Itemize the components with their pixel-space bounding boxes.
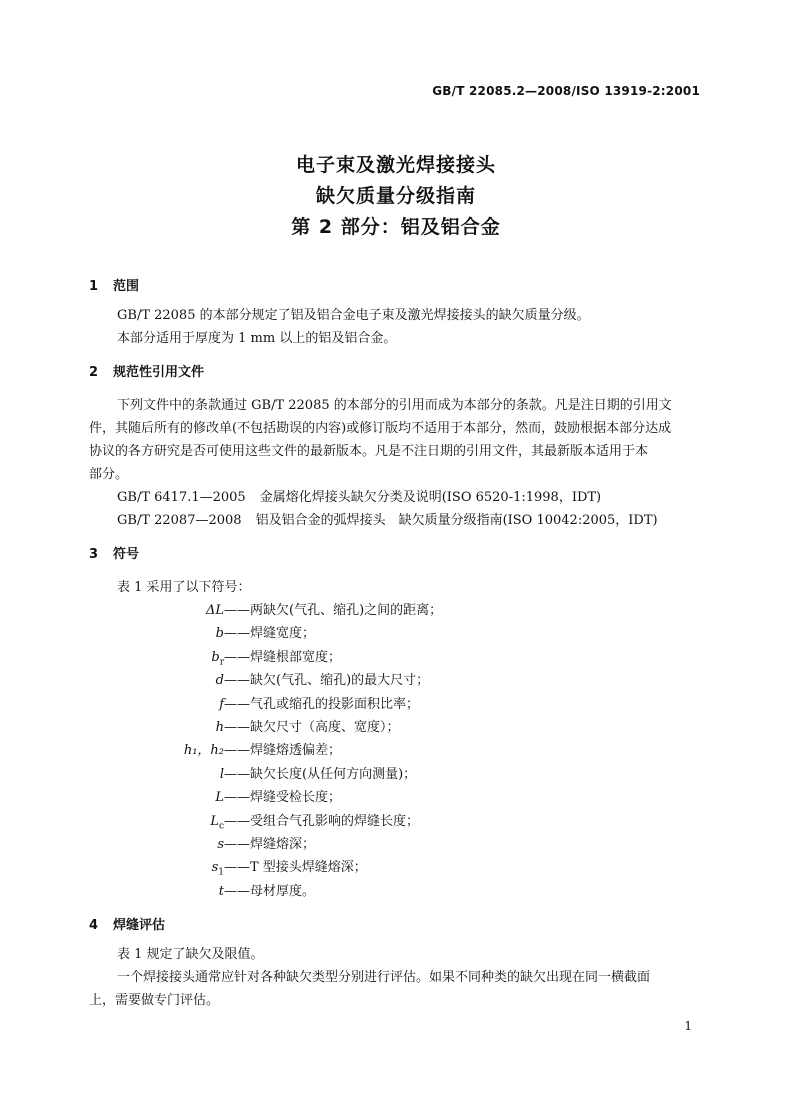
symbol-list	[89, 599, 703, 903]
symbol: h₁，h₂	[183, 743, 224, 759]
symbol-description: ——缺欠(气孔、缩孔)的最大尺寸；	[224, 673, 430, 689]
section-heading	[89, 276, 703, 298]
symbol: b	[215, 626, 224, 642]
symbol: l	[219, 766, 224, 782]
symbol-description: ——焊缝熔深；	[224, 836, 316, 852]
title-line-2: 缺欠质量分级指南	[315, 185, 476, 207]
section-title: 范围	[113, 279, 140, 294]
paragraph-line: 一个焊接接头通常应针对各种缺欠类型分别进行评估。如果不同种类的缺欠出现在同一横截面	[117, 970, 651, 986]
section-weld-evaluation	[89, 915, 703, 1012]
symbol: $b_r$	[211, 649, 224, 668]
symbol-row	[89, 880, 703, 903]
symbol-description: ——焊缝熔透偏差；	[224, 743, 342, 759]
symbol: d	[215, 673, 224, 689]
paragraph-line: 部分。	[89, 467, 129, 482]
reference-item	[89, 486, 703, 509]
page-number: 1	[684, 1019, 692, 1033]
paragraph-line: 下列文件中的条款通过 GB/T 22085 的本部分的引用而成为本部分的条款。凡是注日期的引用文	[117, 398, 672, 413]
symbol-row	[89, 739, 703, 762]
section-number: 3	[89, 547, 99, 562]
section-heading	[89, 362, 703, 384]
symbol-row	[89, 622, 703, 645]
symbol-description: ——焊缝宽度；	[224, 626, 316, 642]
symbol: t	[218, 883, 224, 899]
symbol-row	[89, 763, 703, 786]
paragraph: 本部分适用于厚度为 1 mm 以上的铝及铝合金。	[117, 331, 397, 346]
symbol-row	[89, 810, 703, 833]
document-title	[0, 150, 792, 243]
paragraph-line: 上，需要做专门评估。	[89, 993, 220, 1009]
reference-title: 金属熔化焊接头缺欠分类及说明(ISO 6520-1:1998，IDT)	[259, 490, 602, 505]
symbol-row	[89, 856, 703, 879]
symbol-row	[89, 833, 703, 856]
symbol-row	[89, 646, 703, 669]
symbol: $s_1$	[211, 860, 224, 878]
section-title: 规范性引用文件	[113, 365, 205, 380]
symbols-intro: 表 1 采用了以下符号：	[117, 580, 251, 595]
section-scope	[89, 276, 703, 350]
symbol-description: ——T 型接头焊缝熔深；	[224, 860, 367, 876]
reference-title: 铝及铝合金的弧焊接头 缺欠质量分级指南(ISO 10042:2005，IDT)	[255, 513, 658, 528]
paragraph: GB/T 22085 的本部分规定了铝及铝合金电子束及激光焊接接头的缺欠质量分级。	[117, 308, 590, 323]
section-title: 焊缝评估	[113, 918, 166, 934]
reference-code: GB/T 6417.1—2005	[117, 490, 246, 505]
symbol-row	[89, 693, 703, 716]
section-symbols	[89, 544, 703, 903]
document-body	[89, 276, 703, 1012]
symbol-subscript: c	[218, 821, 224, 832]
symbol-row	[89, 669, 703, 692]
title-line-1: 电子束及激光焊接接头	[295, 154, 496, 176]
symbol: $L_c$	[210, 813, 224, 832]
symbol: h	[215, 719, 224, 735]
standard-number: GB/T 22085.2—2008/ISO 13919-2:2001	[432, 84, 700, 98]
section-heading	[89, 915, 703, 937]
symbol-description: ——母材厚度。	[224, 883, 316, 899]
section-number: 1	[89, 279, 99, 294]
paragraph-line: 件，其随后所有的修改单(不包括勘误的内容)或修订版均不适用于本部分，然而，鼓励根据本部分达成	[89, 421, 672, 436]
symbol-subscript: 1	[218, 867, 224, 878]
section-title: 符号	[113, 547, 140, 562]
symbol-row	[89, 716, 703, 739]
section-number: 2	[89, 365, 99, 380]
paragraph-line: 协议的各方研究是否可使用这些文件的最新版本。凡是不注日期的引用文件，其最新版本适用于本	[89, 444, 649, 459]
symbol-description: ——焊缝根部宽度；	[224, 649, 342, 665]
symbol: f	[219, 696, 224, 712]
reference-item	[89, 509, 703, 532]
reference-code: GB/T 22087—2008	[117, 513, 242, 528]
symbol-description: ——气孔或缩孔的投影面积比率；	[224, 696, 420, 712]
symbol-description: ——缺欠尺寸（高度、宽度）；	[224, 719, 400, 735]
section-number: 4	[89, 918, 99, 934]
symbol-subscript: r	[219, 657, 224, 668]
symbol-description: ——两缺欠(气孔、缩孔)之间的距离；	[224, 603, 443, 618]
symbol-row	[89, 786, 703, 809]
symbol-description: ——缺欠长度(从任何方向测量)；	[224, 766, 417, 782]
paragraph: 表 1 规定了缺欠及限值。	[117, 947, 264, 963]
symbol-description: ——受组合气孔影响的焊缝长度；	[224, 813, 420, 829]
title-line-3: 第 2 部分：铝及铝合金	[291, 216, 501, 238]
section-normative-references	[89, 362, 703, 532]
symbol: ΔL	[205, 603, 224, 618]
symbol: L	[215, 790, 224, 806]
section-heading	[89, 544, 703, 566]
symbol: s	[217, 836, 224, 852]
symbol-description: ——焊缝受检长度；	[224, 790, 342, 806]
symbol-row	[89, 599, 703, 622]
